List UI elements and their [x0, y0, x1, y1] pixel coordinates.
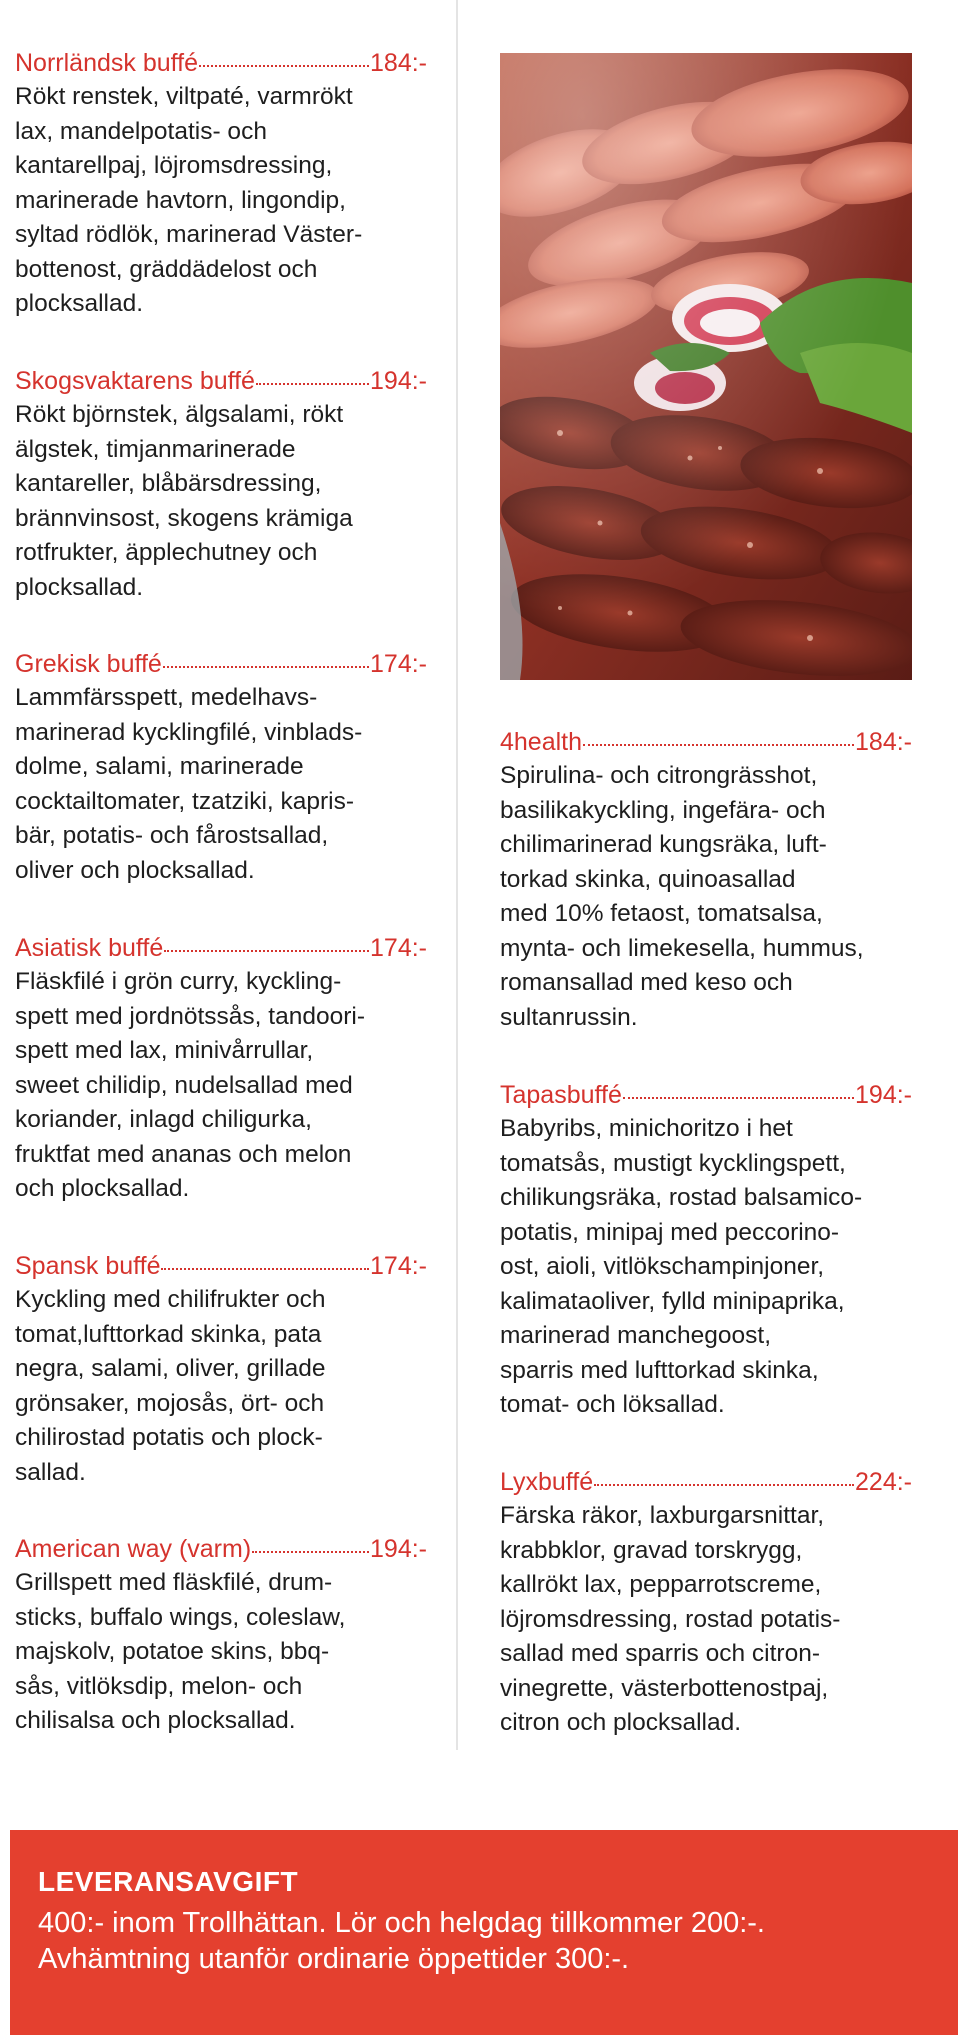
menu-item-name: Asiatisk buffé — [15, 934, 164, 962]
menu-item-header — [500, 1078, 912, 1112]
menu-item-description: Fläskfilé i grön curry, kyckling- spett med jordnötssås, tandoori- spett med lax, minivårrullar, sweet chilidip, nudelsallad med koriander, inlagd chiligurka, fruktfat med ananas och melon och plocksallad. — [15, 968, 365, 1202]
dotted-leader — [199, 65, 369, 67]
banner-line-delivery: 400:- inom Trollhättan. Lör och helgdag tillkommer 200:-. — [38, 1907, 765, 1939]
banner-title: LEVERANSAVGIFT — [38, 1866, 299, 1897]
column-divider — [456, 0, 458, 1750]
menu-item-price: 194:- — [370, 1535, 427, 1563]
menu-item-header — [15, 931, 427, 965]
menu-item-skogsvaktarens — [15, 364, 427, 605]
menu-item-name: Spansk buffé — [15, 1252, 161, 1280]
menu-item-spansk — [15, 1249, 427, 1490]
dotted-leader — [594, 1484, 854, 1486]
banner-line-pickup: Avhämtning utanför ordinarie öppettider 300:-. — [38, 1943, 630, 1975]
menu-item-4health — [500, 725, 912, 1035]
menu-item-price: 174:- — [370, 1252, 427, 1280]
menu-item-price: 174:- — [370, 934, 427, 962]
menu-item-asiatisk — [15, 931, 427, 1207]
menu-item-grekisk — [15, 647, 427, 888]
menu-item-name: American way (varm) — [15, 1535, 252, 1563]
menu-item-name: Lyxbuffé — [500, 1468, 594, 1496]
menu-item-description: Färska räkor, laxburgarsnittar, krabbklor, gravad torskrygg, kallrökt lax, pepparrotscreme, löjromsdressing, rostad potatis- sallad med sparris och citron- vinegrette, västerbottenostpaj, citron och plocksallad. — [500, 1502, 841, 1736]
dotted-leader — [163, 666, 369, 668]
dotted-leader — [583, 744, 854, 746]
menu-item-norrlandsk — [15, 46, 427, 322]
dotted-leader — [623, 1097, 854, 1099]
menu-item-header — [15, 364, 427, 398]
menu-item-header — [15, 1532, 427, 1566]
menu-item-header — [15, 1249, 427, 1283]
menu-item-header — [500, 725, 912, 759]
menu-item-price: 184:- — [370, 49, 427, 77]
menu-item-american-way — [15, 1532, 427, 1739]
dotted-leader — [256, 383, 369, 385]
menu-item-price: 194:- — [855, 1081, 912, 1109]
menu-item-description: Babyribs, minichoritzo i het tomatsås, mustigt kycklingspett, chilikungsräka, rostad balsamico- potatis, minipaj med peccorino- ost, aioli, vitlökschampinjoner, kalimataoliver, fylld minipaprika, marinerad manchegoost, sparris med lufttorkad skinka, tomat- och löksallad. — [500, 1115, 863, 1418]
delivery-fee-banner — [10, 1830, 958, 2035]
menu-item-description: Lammfärsspett, medelhavs- marinerad kycklingfilé, vinblads- dolme, salami, marinerade cocktailtomater, tzatziki, kapris- bär, potatis- och fårostsallad, oliver och plocksallad. — [15, 684, 363, 884]
menu-item-name: Grekisk buffé — [15, 650, 162, 678]
dotted-leader — [164, 950, 369, 952]
menu-item-name: Skogsvaktarens buffé — [15, 367, 255, 395]
menu-item-name: Tapasbuffé — [500, 1081, 622, 1109]
menu-item-price: 174:- — [370, 650, 427, 678]
menu-item-price: 184:- — [855, 728, 912, 756]
menu-item-description: Rökt björnstek, älgsalami, rökt älgstek, timjanmarinerade kantareller, blåbärsdressing, brännvinsost, skogens krämiga rotfrukter, äpplechutney och plocksallad. — [15, 401, 353, 601]
menu-item-name: Norrländsk buffé — [15, 49, 198, 77]
menu-item-header — [15, 647, 427, 681]
menu-item-price: 194:- — [370, 367, 427, 395]
menu-item-tapasbuffe — [500, 1078, 912, 1423]
menu-item-price: 224:- — [855, 1468, 912, 1496]
cold-cuts-platter-image — [500, 53, 912, 680]
menu-item-description: Grillspett med fläskfilé, drum- sticks, buffalo wings, coleslaw, majskolv, potatoe skins, bbq- sås, vitlöksdip, melon- och chilisalsa och plocksallad. — [15, 1569, 346, 1734]
menu-item-description: Rökt renstek, viltpaté, varmrökt lax, mandelpotatis- och kantarellpaj, löjromsdressing, marinerade havtorn, lingondip, syltad rödlök, marinerad Väster- bottenost, gräddädelost och plocksallad. — [15, 83, 363, 317]
menu-item-description: Kyckling med chilifrukter och tomat,lufttorkad skinka, pata negra, salami, oliver, grillade grönsaker, mojosås, ört- och chilirostad potatis och plock- sallad. — [15, 1286, 326, 1486]
menu-item-name: 4health — [500, 728, 583, 756]
menu-item-lyxbuffe — [500, 1465, 912, 1741]
menu-item-description: Spirulina- och citrongrässhot, basilikakyckling, ingefära- och chilimarinerad kungsräka, luft- torkad skinka, quinoasallad med 10% fetaost, tomatsalsa, mynta- och limekesella, hummus, romansallad med keso och sultanrussin. — [500, 762, 864, 1031]
menu-item-header — [15, 46, 427, 80]
dotted-leader — [252, 1551, 369, 1553]
dotted-leader — [161, 1268, 369, 1270]
food-photo — [500, 53, 912, 680]
menu-item-header — [500, 1465, 912, 1499]
